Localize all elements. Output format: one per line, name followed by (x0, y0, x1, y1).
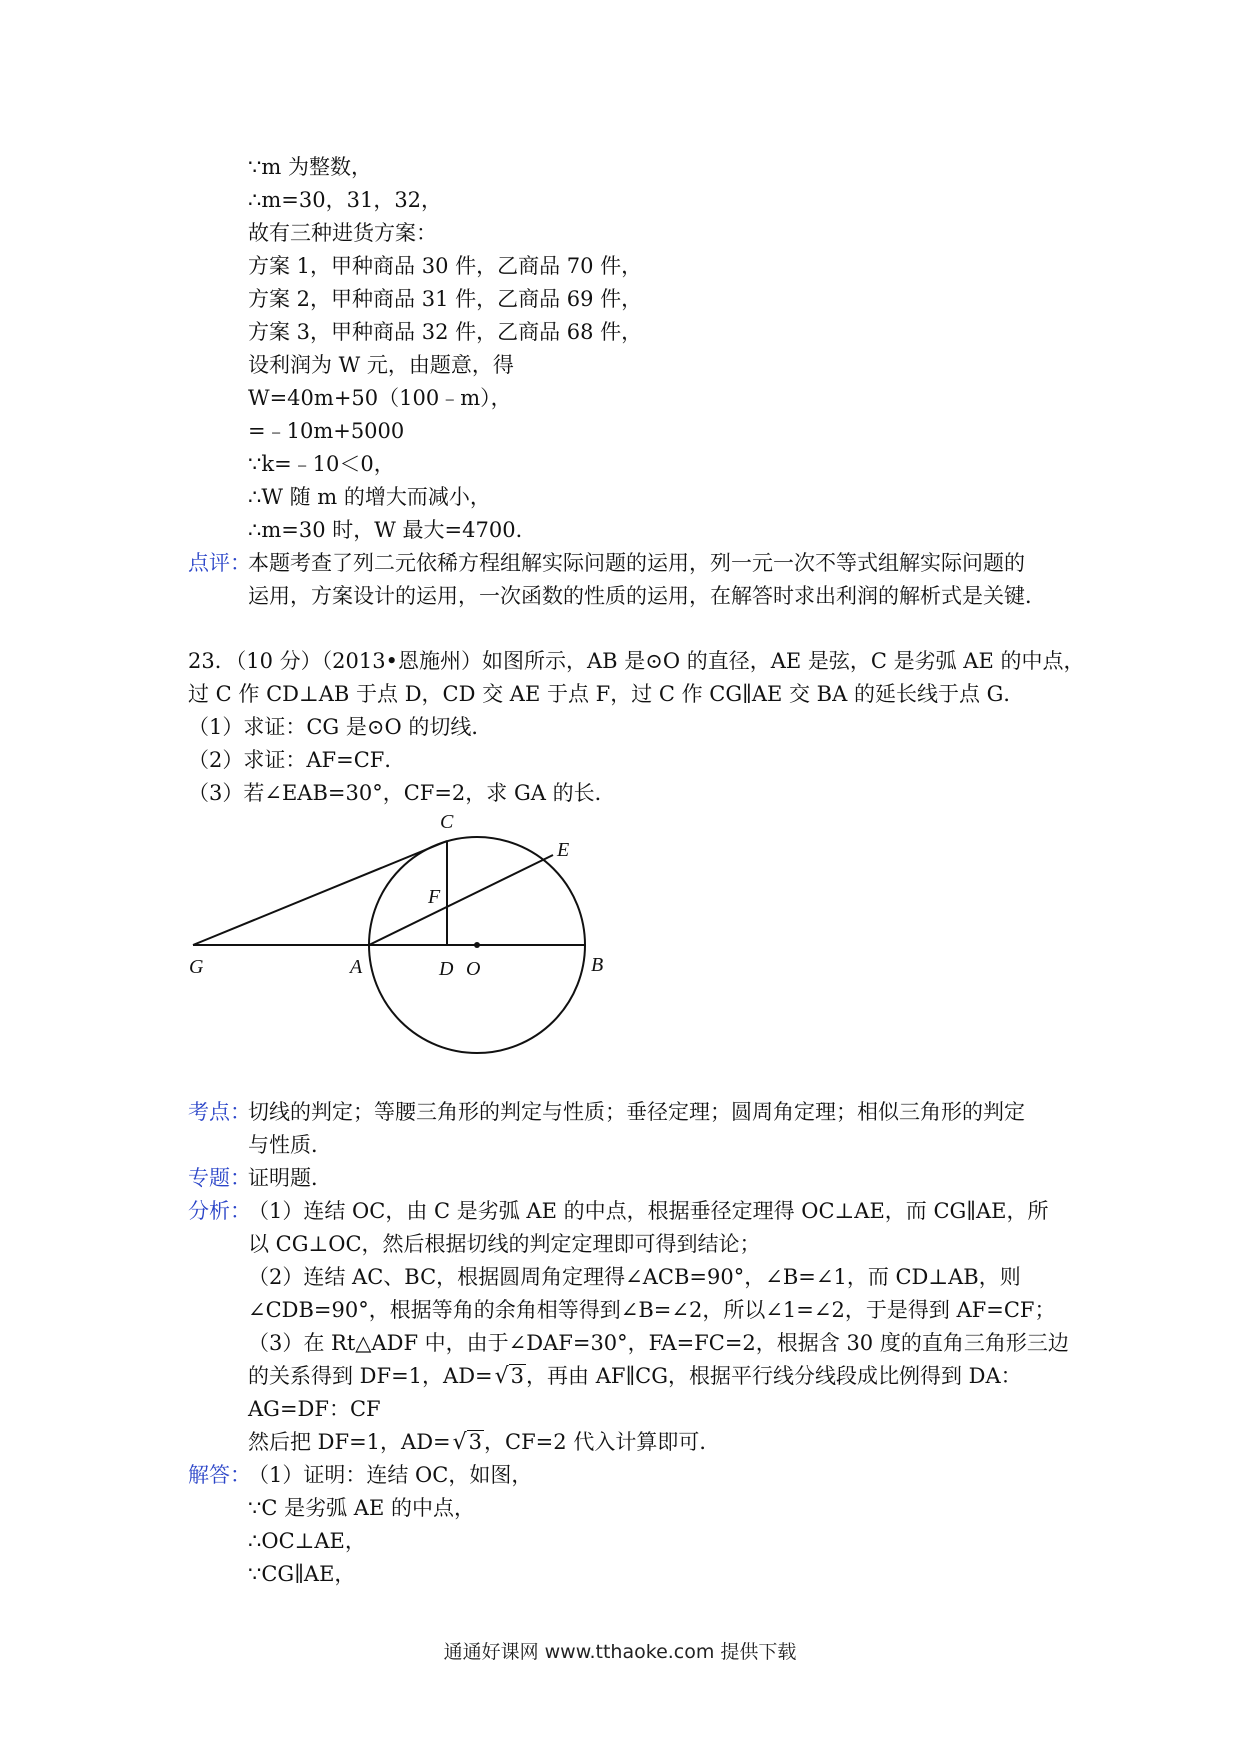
jieda-line: ∵CG∥AE， (248, 1562, 356, 1586)
point-o-dot (474, 942, 480, 948)
zhuanti-text: 证明题． (248, 1166, 332, 1190)
problem-line: （1）求证：CG 是⊙O 的切线． (188, 715, 493, 739)
sqrt-3: √3 (452, 1430, 483, 1455)
fenxi-label: 分析： (188, 1199, 251, 1223)
solution-line: 方案 1，甲种商品 30 件，乙商品 70 件， (248, 254, 643, 278)
problem-line: （3）若∠EAB=30°，CF=2，求 GA 的长． (188, 781, 616, 805)
comment-line: 本题考查了列二元依稀方程组解实际问题的运用，列一元一次不等式组解实际问题的 (248, 551, 1025, 575)
label-e: E (557, 839, 570, 861)
fenxi-text: 然后把 DF=1，AD= (248, 1430, 451, 1454)
problem-line: 过 C 作 CD⊥AB 于点 D，CD 交 AE 于点 F，过 C 作 CG∥AE 交 BA 的延长线于点 G． (188, 682, 1025, 706)
fenxi-line: 以 CG⊥OC，然后根据切线的判定定理即可得到结论； (248, 1232, 761, 1256)
solution-line: =﹣10m+5000 (248, 419, 405, 443)
fenxi-line: AG=DF：CF (248, 1397, 381, 1421)
solution-line: 故有三种进货方案： (248, 221, 437, 245)
fenxi-text: ，CF=2 代入计算即可． (484, 1430, 721, 1454)
label-o: O (466, 958, 481, 980)
jieda-line: ∴OC⊥AE， (248, 1529, 366, 1553)
sqrt-value: 3 (468, 1430, 483, 1454)
kaodian-label: 考点： (188, 1100, 251, 1124)
fenxi-line: （2）连结 AC、BC，根据圆周角定理得∠ACB=90°，∠B=∠1，而 CD⊥AB，则 (248, 1265, 1021, 1289)
zhuanti-label: 专题： (188, 1166, 251, 1190)
sqrt-value: 3 (510, 1364, 525, 1388)
label-g: G (189, 956, 204, 978)
problem-line: （2）求证：AF=CF． (188, 748, 406, 772)
label-a: A (350, 956, 363, 978)
jieda-line: （1）证明：连结 OC，如图， (248, 1463, 533, 1487)
fenxi-text: 的关系得到 DF=1，AD= (248, 1364, 493, 1388)
solution-line: ∴W 随 m 的增大而减小， (248, 485, 491, 509)
kaodian-line: 切线的判定；等腰三角形的判定与性质；垂径定理；圆周角定理；相似三角形的判定 (248, 1100, 1025, 1124)
page-footer: 通通好课网 www.tthaoke.com 提供下载 (443, 1641, 797, 1663)
solution-line: ∴m=30 时，W 最大=4700． (248, 518, 537, 542)
solution-line: 设利润为 W 元，由题意，得 (248, 353, 514, 377)
line-gc (193, 841, 447, 945)
fenxi-text: ，再由 AF∥CG，根据平行线分线段成比例得到 DA： (526, 1364, 1022, 1388)
fenxi-line: （3）在 Rt△ADF 中，由于∠DAF=30°，FA=FC=2，根据含 30 度的直角三角形三边 (248, 1331, 1069, 1355)
label-d: D (439, 958, 454, 980)
solution-line: ∴m=30，31，32， (248, 188, 443, 212)
solution-line: W=40m+50（100﹣m）， (248, 386, 512, 410)
jieda-line: ∵C 是劣弧 AE 的中点， (248, 1496, 475, 1520)
jieda-label: 解答： (188, 1463, 251, 1487)
line-ae (369, 855, 553, 945)
fenxi-line (248, 1428, 720, 1457)
solution-line: ∵m 为整数， (248, 155, 372, 179)
label-f: F (428, 886, 441, 908)
fenxi-line: ∠CDB=90°，根据等角的余角相等得到∠B=∠2，所以∠1=∠2，于是得到 AF=CF； (248, 1298, 1056, 1322)
solution-line: ∵k=﹣10＜0， (248, 452, 395, 476)
comment-label: 点评： (188, 551, 251, 575)
label-b: B (591, 954, 604, 976)
solution-line: 方案 3，甲种商品 32 件，乙商品 68 件， (248, 320, 643, 344)
sqrt-3: √3 (494, 1364, 525, 1389)
solution-line: 方案 2，甲种商品 31 件，乙商品 69 件， (248, 287, 643, 311)
fenxi-line: （1）连结 OC，由 C 是劣弧 AE 的中点，根据垂径定理得 OC⊥AE，而 CG∥AE，所 (248, 1199, 1049, 1223)
fenxi-line (248, 1362, 1022, 1391)
label-c: C (440, 811, 454, 833)
kaodian-line: 与性质． (248, 1133, 332, 1157)
problem-line: 23．（10 分）（2013•恩施州）如图所示，AB 是⊙O 的直径，AE 是弦，C 是劣弧 AE 的中点， (188, 649, 1085, 673)
comment-line: 运用，方案设计的运用，一次函数的性质的运用，在解答时求出利润的解析式是关键． (248, 584, 1046, 608)
